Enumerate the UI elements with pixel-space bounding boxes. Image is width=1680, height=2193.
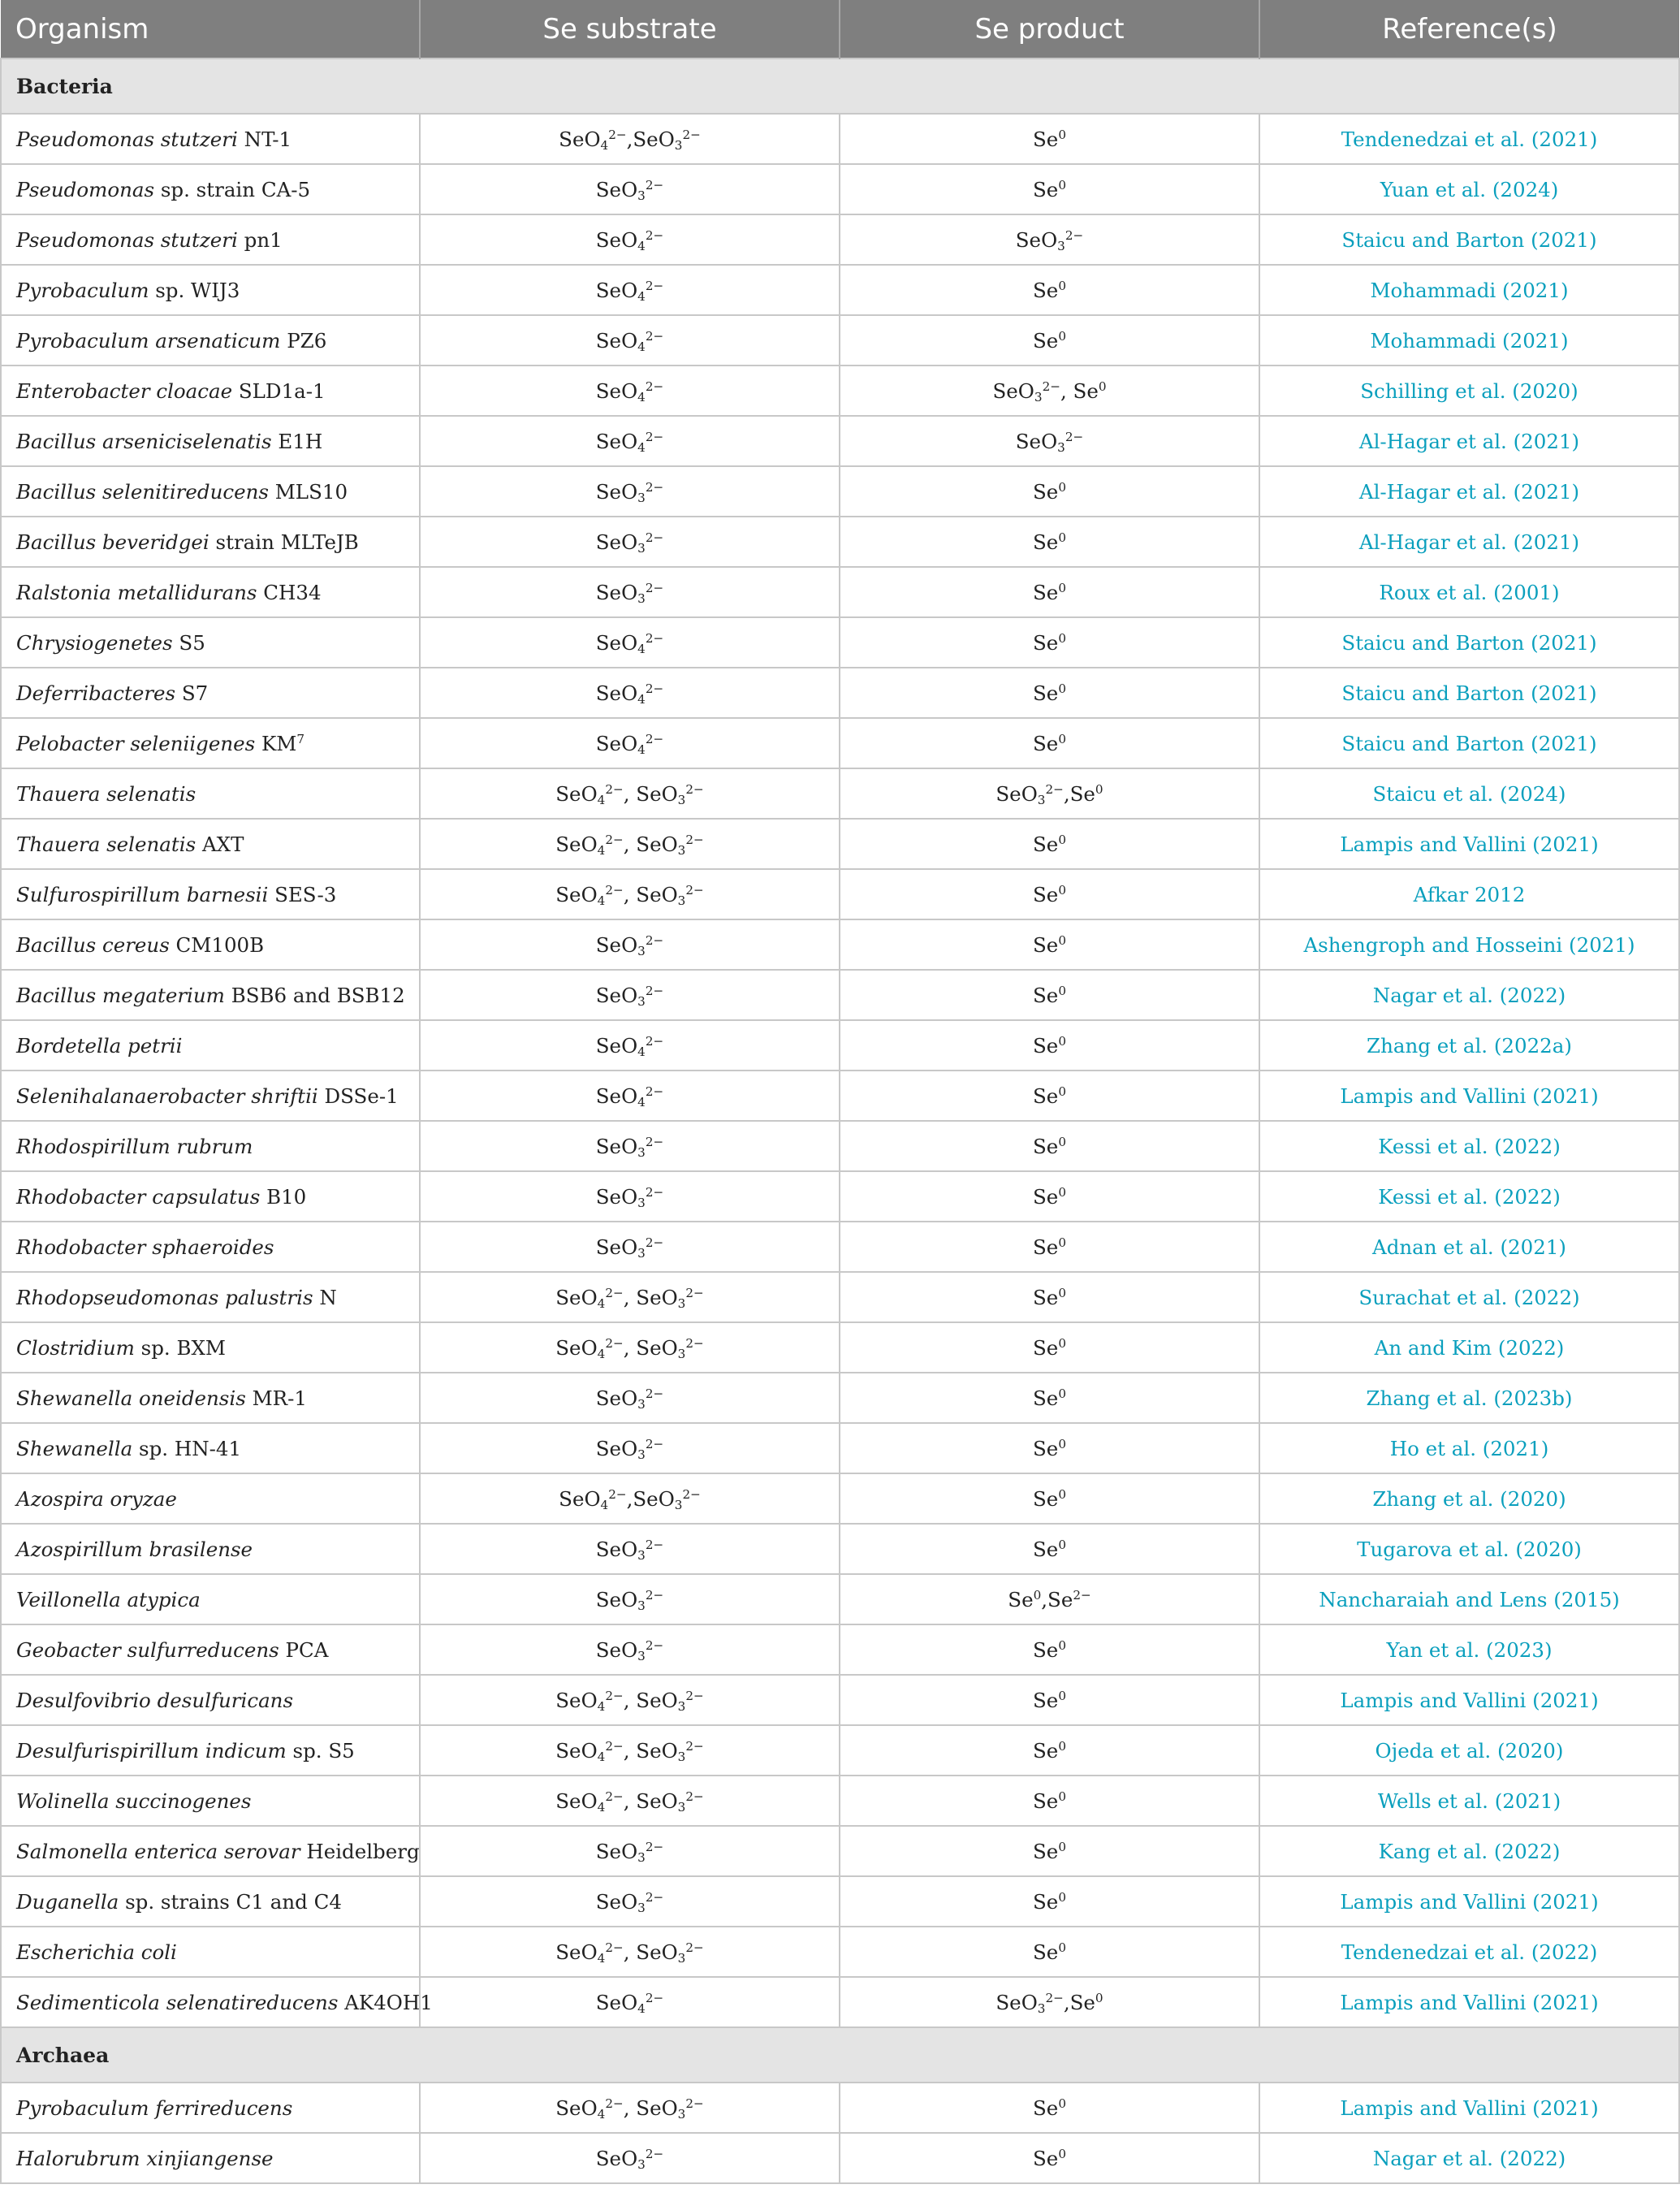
reference-link[interactable]: An and Kim (2022) [1259,1322,1679,1373]
reference-link[interactable]: Zhang et al. (2022a) [1259,1020,1679,1071]
table-row [1,164,1679,214]
organism-strain: strain MLTeJB [209,530,359,554]
organism-cell [1,567,420,617]
organism-cell [1,1222,420,1272]
substrate-cell: SeO$_3^{2-}$ [420,1373,840,1423]
organism-strain: S5 [172,630,205,655]
header-row [1,0,1679,58]
substrate-cell: SeO$_4^{2-}$ [420,617,840,668]
organism-name: Azospira oryzae [16,1486,177,1511]
product-cell: Se$^0$ [840,1423,1259,1473]
substrate-cell: SeO$_4^{2-}$ [420,315,840,366]
substrate-cell: SeO$_3^{2-}$ [420,1171,840,1222]
organism-cell [1,1272,420,1322]
product-cell: Se$^0$ [840,1675,1259,1725]
group-row-bacteria [1,58,1679,114]
product-cell: Se$^0$ [840,567,1259,617]
organism-strain: CH34 [257,580,322,604]
substrate-cell: SeO$_3^{2-}$ [420,1423,840,1473]
reference-link[interactable]: Yuan et al. (2024) [1259,164,1679,214]
reference-link[interactable]: Zhang et al. (2023b) [1259,1373,1679,1423]
header-product: Se product [840,0,1259,58]
table-row [1,768,1679,819]
table-row [1,617,1679,668]
organism-name: Deferribacteres [16,681,176,705]
substrate-cell: SeO$_4^{2-}$, SeO$_3^{2-}$ [420,1725,840,1776]
reference-link[interactable]: Kessi et al. (2022) [1259,1171,1679,1222]
reference-link[interactable]: Afkar 2012 [1259,869,1679,919]
product-cell: Se$^0$ [840,819,1259,869]
substrate-cell: SeO$_3^{2-}$ [420,567,840,617]
table-row [1,567,1679,617]
organism-cell [1,1574,420,1624]
organism-cell [1,517,420,567]
table-row [1,1423,1679,1473]
organism-name: Sedimenticola selenatireducens [16,1990,339,2014]
organism-cell [1,366,420,416]
organism-strain: MLS10 [268,479,348,504]
substrate-cell: SeO$_3^{2-}$ [420,1524,840,1574]
substrate-cell: SeO$_4^{2-}$ [420,366,840,416]
product-cell: Se$^0$ [840,114,1259,164]
organism-name: Rhodobacter capsulatus [16,1184,261,1209]
organism-cell [1,1876,420,1927]
organism-name: Veillonella atypica [16,1587,201,1611]
reference-link[interactable]: Zhang et al. (2020) [1259,1473,1679,1524]
product-cell: Se$^0$ [840,869,1259,919]
organism-name: Pseudomonas stutzeri [16,227,238,252]
reference-link[interactable]: Nancharaiah and Lens (2015) [1259,1574,1679,1624]
organism-cell [1,1423,420,1473]
table-row [1,1373,1679,1423]
product-cell: SeO$_3^{2-}$ [840,416,1259,466]
substrate-cell: SeO$_3^{2-}$ [420,164,840,214]
organism-name: Pseudomonas [16,177,155,201]
product-cell: Se$^0$ [840,1876,1259,1927]
group-row-archaea [1,2027,1679,2083]
organism-strain: KM [255,731,297,755]
organism-name: Bacillus megaterium [16,983,225,1007]
organism-name: Chrysiogenetes [16,630,173,655]
table-row [1,1876,1679,1927]
substrate-cell: SeO$_3^{2-}$ [420,1574,840,1624]
organism-name: Bacillus arseniciselenatis [16,429,272,453]
reference-link[interactable]: Wells et al. (2021) [1259,1776,1679,1826]
organism-cell [1,1776,420,1826]
table-row [1,1171,1679,1222]
organism-strain: pn1 [237,227,283,252]
product-cell: Se$^0$ [840,1624,1259,1675]
product-cell: Se$^0$ [840,1776,1259,1826]
organism-strain: sp. HN-41 [132,1436,242,1460]
group-label: Archaea [1,2027,1679,2083]
reference-link[interactable]: Lampis and Vallini (2021) [1259,2083,1679,2133]
substrate-cell: SeO$_4^{2-}$, SeO$_3^{2-}$ [420,1776,840,1826]
organism-strain: MR-1 [245,1386,307,1410]
organism-name: Pyrobaculum arsenaticum [16,328,281,353]
product-cell: Se$^0$ [840,1826,1259,1876]
substrate-cell: SeO$_4^{2-}$,SeO$_3^{2-}$ [420,114,840,164]
substrate-cell: SeO$_4^{2-}$, SeO$_3^{2-}$ [420,768,840,819]
organism-name: Escherichia coli [16,1940,177,1964]
table-row [1,718,1679,768]
table-row [1,1272,1679,1322]
product-cell: Se$^0$ [840,718,1259,768]
organism-cell [1,617,420,668]
substrate-cell: SeO$_4^{2-}$ [420,265,840,315]
organism-name: Shewanella oneidensis [16,1386,246,1410]
reference-link[interactable]: Tendenedzai et al. (2021) [1259,114,1679,164]
table-row [1,1826,1679,1876]
table-row [1,1071,1679,1121]
organism-strain: CM100B [169,932,265,957]
reference-link[interactable]: Al-Hagar et al. (2021) [1259,517,1679,567]
organism-strain: AK4OH1 [338,1990,433,2014]
table-row [1,315,1679,366]
organism-name: Wolinella succinogenes [16,1789,252,1813]
organism-name: Sulfurospirillum barnesii [16,882,269,906]
table-row [1,919,1679,970]
reference-link[interactable]: Adnan et al. (2021) [1259,1222,1679,1272]
header-reference: Reference(s) [1259,0,1679,58]
organism-cell [1,2133,420,2183]
reference-link[interactable]: Al-Hagar et al. (2021) [1259,466,1679,517]
organism-name: Pyrobaculum ferrireducens [16,2096,293,2120]
organism-name: Salmonella enterica serovar [16,1839,300,1863]
table-row [1,1725,1679,1776]
table-row [1,1524,1679,1574]
table-row [1,466,1679,517]
reference-link[interactable]: Schilling et al. (2020) [1259,366,1679,416]
organism-strain: sp. WIJ3 [149,278,240,302]
substrate-cell: SeO$_3^{2-}$ [420,1826,840,1876]
organism-strain: DSSe-1 [317,1084,399,1108]
organism-strain: Heidelberg [300,1839,420,1863]
organism-cell [1,1826,420,1876]
organism-cell [1,819,420,869]
product-cell: Se$^0$ [840,1222,1259,1272]
substrate-cell: SeO$_3^{2-}$ [420,1222,840,1272]
reference-link[interactable]: Kang et al. (2022) [1259,1826,1679,1876]
organism-strain: PCA [279,1637,329,1662]
reference-link[interactable]: Tugarova et al. (2020) [1259,1524,1679,1574]
reference-link[interactable]: Staicu and Barton (2021) [1259,617,1679,668]
organism-name: Desulfurispirillum indicum [16,1738,287,1763]
header-substrate: Se substrate [420,0,840,58]
table-row [1,1776,1679,1826]
substrate-cell: SeO$_4^{2-}$ [420,214,840,265]
product-cell: Se$^0$ [840,1473,1259,1524]
product-cell: Se$^0$ [840,970,1259,1020]
reference-link[interactable]: Yan et al. (2023) [1259,1624,1679,1675]
organism-cell [1,1675,420,1725]
product-cell: Se$^0$ [840,1071,1259,1121]
table-row [1,2083,1679,2133]
table-row [1,114,1679,164]
table-row [1,2133,1679,2183]
table-row [1,1977,1679,2027]
organism-cell [1,466,420,517]
header-organism: Organism [1,0,420,58]
organism-name: Thauera selenatis [16,781,197,806]
substrate-cell: SeO$_3^{2-}$ [420,1876,840,1927]
reference-link[interactable]: Staicu and Barton (2021) [1259,214,1679,265]
organism-strain: PZ6 [280,328,327,353]
table-row [1,1322,1679,1373]
organism-name: Shewanella [16,1436,133,1460]
substrate-cell: SeO$_4^{2-}$,SeO$_3^{2-}$ [420,1473,840,1524]
organism-strain: B10 [260,1184,307,1209]
organism-name: Bacillus cereus [16,932,170,957]
product-cell: Se$^0$ [840,315,1259,366]
table-row [1,1473,1679,1524]
organism-strain: sp. strains C1 and C4 [119,1889,342,1914]
organism-cell [1,164,420,214]
organism-name: Pseudomonas stutzeri [16,127,238,151]
organism-cell [1,1322,420,1373]
organism-cell [1,869,420,919]
table-row [1,1574,1679,1624]
product-cell: Se$^0$ [840,1524,1259,1574]
organism-strain: BSB6 and BSB12 [224,983,405,1007]
organism-cell [1,1927,420,1977]
organism-cell [1,1071,420,1121]
product-cell: Se$^0$ [840,1171,1259,1222]
substrate-cell: SeO$_4^{2-}$ [420,1020,840,1071]
organism-name: Rhodospirillum rubrum [16,1134,253,1158]
organism-name: Rhodopseudomonas palustris [16,1285,313,1309]
organism-strain: SES-3 [268,882,337,906]
product-cell: SeO$_3^{2-}$, Se$^0$ [840,366,1259,416]
organism-name: Desulfovibrio desulfuricans [16,1688,294,1712]
product-cell: Se$^0$ [840,919,1259,970]
reference-link[interactable]: Kessi et al. (2022) [1259,1121,1679,1171]
substrate-cell: SeO$_4^{2-}$, SeO$_3^{2-}$ [420,2083,840,2133]
organism-cell [1,1624,420,1675]
product-cell: Se$^0$ [840,1020,1259,1071]
table-row [1,214,1679,265]
organism-strain: AXT [196,832,244,856]
reference-link[interactable]: Staicu and Barton (2021) [1259,668,1679,718]
reference-link[interactable]: Surachat et al. (2022) [1259,1272,1679,1322]
substrate-cell: SeO$_4^{2-}$ [420,668,840,718]
organism-cell [1,1725,420,1776]
organism-cell [1,768,420,819]
substrate-cell: SeO$_3^{2-}$ [420,970,840,1020]
group-label: Bacteria [1,58,1679,114]
reference-link[interactable]: Roux et al. (2001) [1259,567,1679,617]
organism-name: Bordetella petrii [16,1033,183,1058]
organism-cell [1,265,420,315]
substrate-cell: SeO$_4^{2-}$ [420,1977,840,2027]
substrate-cell: SeO$_4^{2-}$ [420,416,840,466]
organism-name: Bacillus selenitireducens [16,479,269,504]
product-cell: Se$^0$ [840,668,1259,718]
organism-strain: sp. strain CA-5 [154,177,311,201]
reference-link[interactable]: Mohammadi (2021) [1259,315,1679,366]
organism-strain: sp. BXM [134,1335,226,1360]
organism-name: Pelobacter seleniigenes [16,731,256,755]
organism-name: Pyrobaculum [16,278,149,302]
substrate-cell: SeO$_3^{2-}$ [420,466,840,517]
organism-cell [1,1020,420,1071]
organism-cell [1,416,420,466]
substrate-cell: SeO$_4^{2-}$, SeO$_3^{2-}$ [420,1322,840,1373]
organism-cell [1,1977,433,2027]
substrate-cell: SeO$_3^{2-}$ [420,2133,840,2183]
organism-name: Rhodobacter sphaeroides [16,1235,274,1259]
substrate-cell: SeO$_3^{2-}$ [420,1624,840,1675]
table-row [1,819,1679,869]
product-cell: Se$^0$ [840,1725,1259,1776]
product-cell: Se$^0$ [840,466,1259,517]
organism-cell [1,1171,420,1222]
reference-link[interactable]: Nagar et al. (2022) [1259,2133,1679,2183]
product-cell: Se$^0$ [840,1272,1259,1322]
product-cell: Se$^0$ [840,617,1259,668]
organism-name: Geobacter sulfurreducens [16,1637,279,1662]
table-row [1,1020,1679,1071]
product-cell: Se$^0$ [840,517,1259,567]
table-row [1,265,1679,315]
organism-strain: E1H [271,429,323,453]
product-cell: Se$^0$ [840,1927,1259,1977]
organism-name: Thauera selenatis [16,832,197,856]
substrate-cell: SeO$_4^{2-}$, SeO$_3^{2-}$ [420,869,840,919]
product-cell: $Se^0,Se^{2-}$ [840,1574,1259,1624]
organism-cell [1,2083,420,2133]
reference-link[interactable]: Staicu and Barton (2021) [1259,718,1679,768]
organism-cell [1,1524,420,1574]
organism-strain: SLD1a-1 [232,378,326,403]
organism-cell [1,919,420,970]
reference-link[interactable]: Mohammadi (2021) [1259,265,1679,315]
reference-link[interactable]: Tendenedzai et al. (2022) [1259,1927,1679,1977]
organism-cell [1,315,420,366]
reference-link[interactable]: Lampis and Vallini (2021) [1259,1675,1679,1725]
table-row [1,970,1679,1020]
product-cell: Se$^0$ [840,265,1259,315]
table-row [1,517,1679,567]
organism-strain: sp. S5 [286,1738,355,1763]
reference-link[interactable]: Al-Hagar et al. (2021) [1259,416,1679,466]
organism-cell [1,970,420,1020]
table-row [1,416,1679,466]
table-row [1,1927,1679,1977]
substrate-cell: SeO$_3^{2-}$ [420,919,840,970]
organism-strain: N [313,1285,337,1309]
organism-name: Azospirillum brasilense [16,1537,253,1561]
organism-cell [1,718,420,768]
substrate-cell: SeO$_3^{2-}$ [420,517,840,567]
organism-strain: NT-1 [237,127,292,151]
product-cell: SeO$_3^{2-}$ [840,214,1259,265]
product-cell: Se$^0$ [840,1121,1259,1171]
reference-link[interactable]: Nagar et al. (2022) [1259,970,1679,1020]
reference-link[interactable]: Ho et al. (2021) [1259,1423,1679,1473]
product-cell: Se$^0$ [840,2133,1259,2183]
product-cell: SeO$_3^{2-}$,Se$^0$ [840,768,1259,819]
reference-link[interactable]: Staicu et al. (2024) [1259,768,1679,819]
reference-link[interactable]: Ojeda et al. (2020) [1259,1725,1679,1776]
organism-name: Ralstonia metallidurans [16,580,257,604]
table-row [1,1624,1679,1675]
table-header [1,0,1679,58]
substrate-cell: SeO$_4^{2-}$ [420,1071,840,1121]
substrate-cell: SeO$_4^{2-}$, SeO$_3^{2-}$ [420,1675,840,1725]
reference-link[interactable]: Lampis and Vallini (2021) [1259,1977,1679,2027]
organism-cell [1,668,420,718]
organism-name: Halorubrum xinjiangense [16,2146,274,2170]
organism-cell [1,1121,420,1171]
substrate-cell: SeO$_3^{2-}$ [420,1121,840,1171]
organism-name: Bacillus beveridgei [16,530,209,554]
table-row [1,869,1679,919]
table-row [1,668,1679,718]
table-row [1,1121,1679,1171]
product-cell: Se$^0$ [840,164,1259,214]
organism-cell [1,1373,420,1423]
substrate-cell: SeO$_4^{2-}$, SeO$_3^{2-}$ [420,1272,840,1322]
table-row [1,1675,1679,1725]
organism-cell [1,114,420,164]
reference-link[interactable]: Ashengroph and Hosseini (2021) [1259,919,1679,970]
reference-link[interactable]: Lampis and Vallini (2021) [1259,1876,1679,1927]
organism-strain: 7 [296,731,305,746]
organism-cell [1,214,420,265]
table-body [1,58,1679,2183]
organism-name: Enterobacter cloacae [16,378,233,403]
organism-name: Clostridium [16,1335,135,1360]
organism-name: Selenihalanaerobacter shriftii [16,1084,318,1108]
reference-link[interactable]: Lampis and Vallini (2021) [1259,1071,1679,1121]
product-cell: Se$^0$ [840,1373,1259,1423]
organism-cell [1,1473,420,1524]
reference-link[interactable]: Lampis and Vallini (2021) [1259,819,1679,869]
organism-strain: S7 [175,681,209,705]
substrate-cell: SeO$_4^{2-}$, SeO$_3^{2-}$ [420,819,840,869]
product-cell: Se$^0$ [840,1322,1259,1373]
table-row [1,1222,1679,1272]
product-cell: Se$^0$ [840,2083,1259,2133]
table-row [1,366,1679,416]
substrate-cell: SeO$_4^{2-}$, SeO$_3^{2-}$ [420,1927,840,1977]
organism-name: Duganella [16,1889,119,1914]
substrate-cell: SeO$_4^{2-}$ [420,718,840,768]
product-cell: SeO$_3^{2-}$,Se$^0$ [840,1977,1259,2027]
